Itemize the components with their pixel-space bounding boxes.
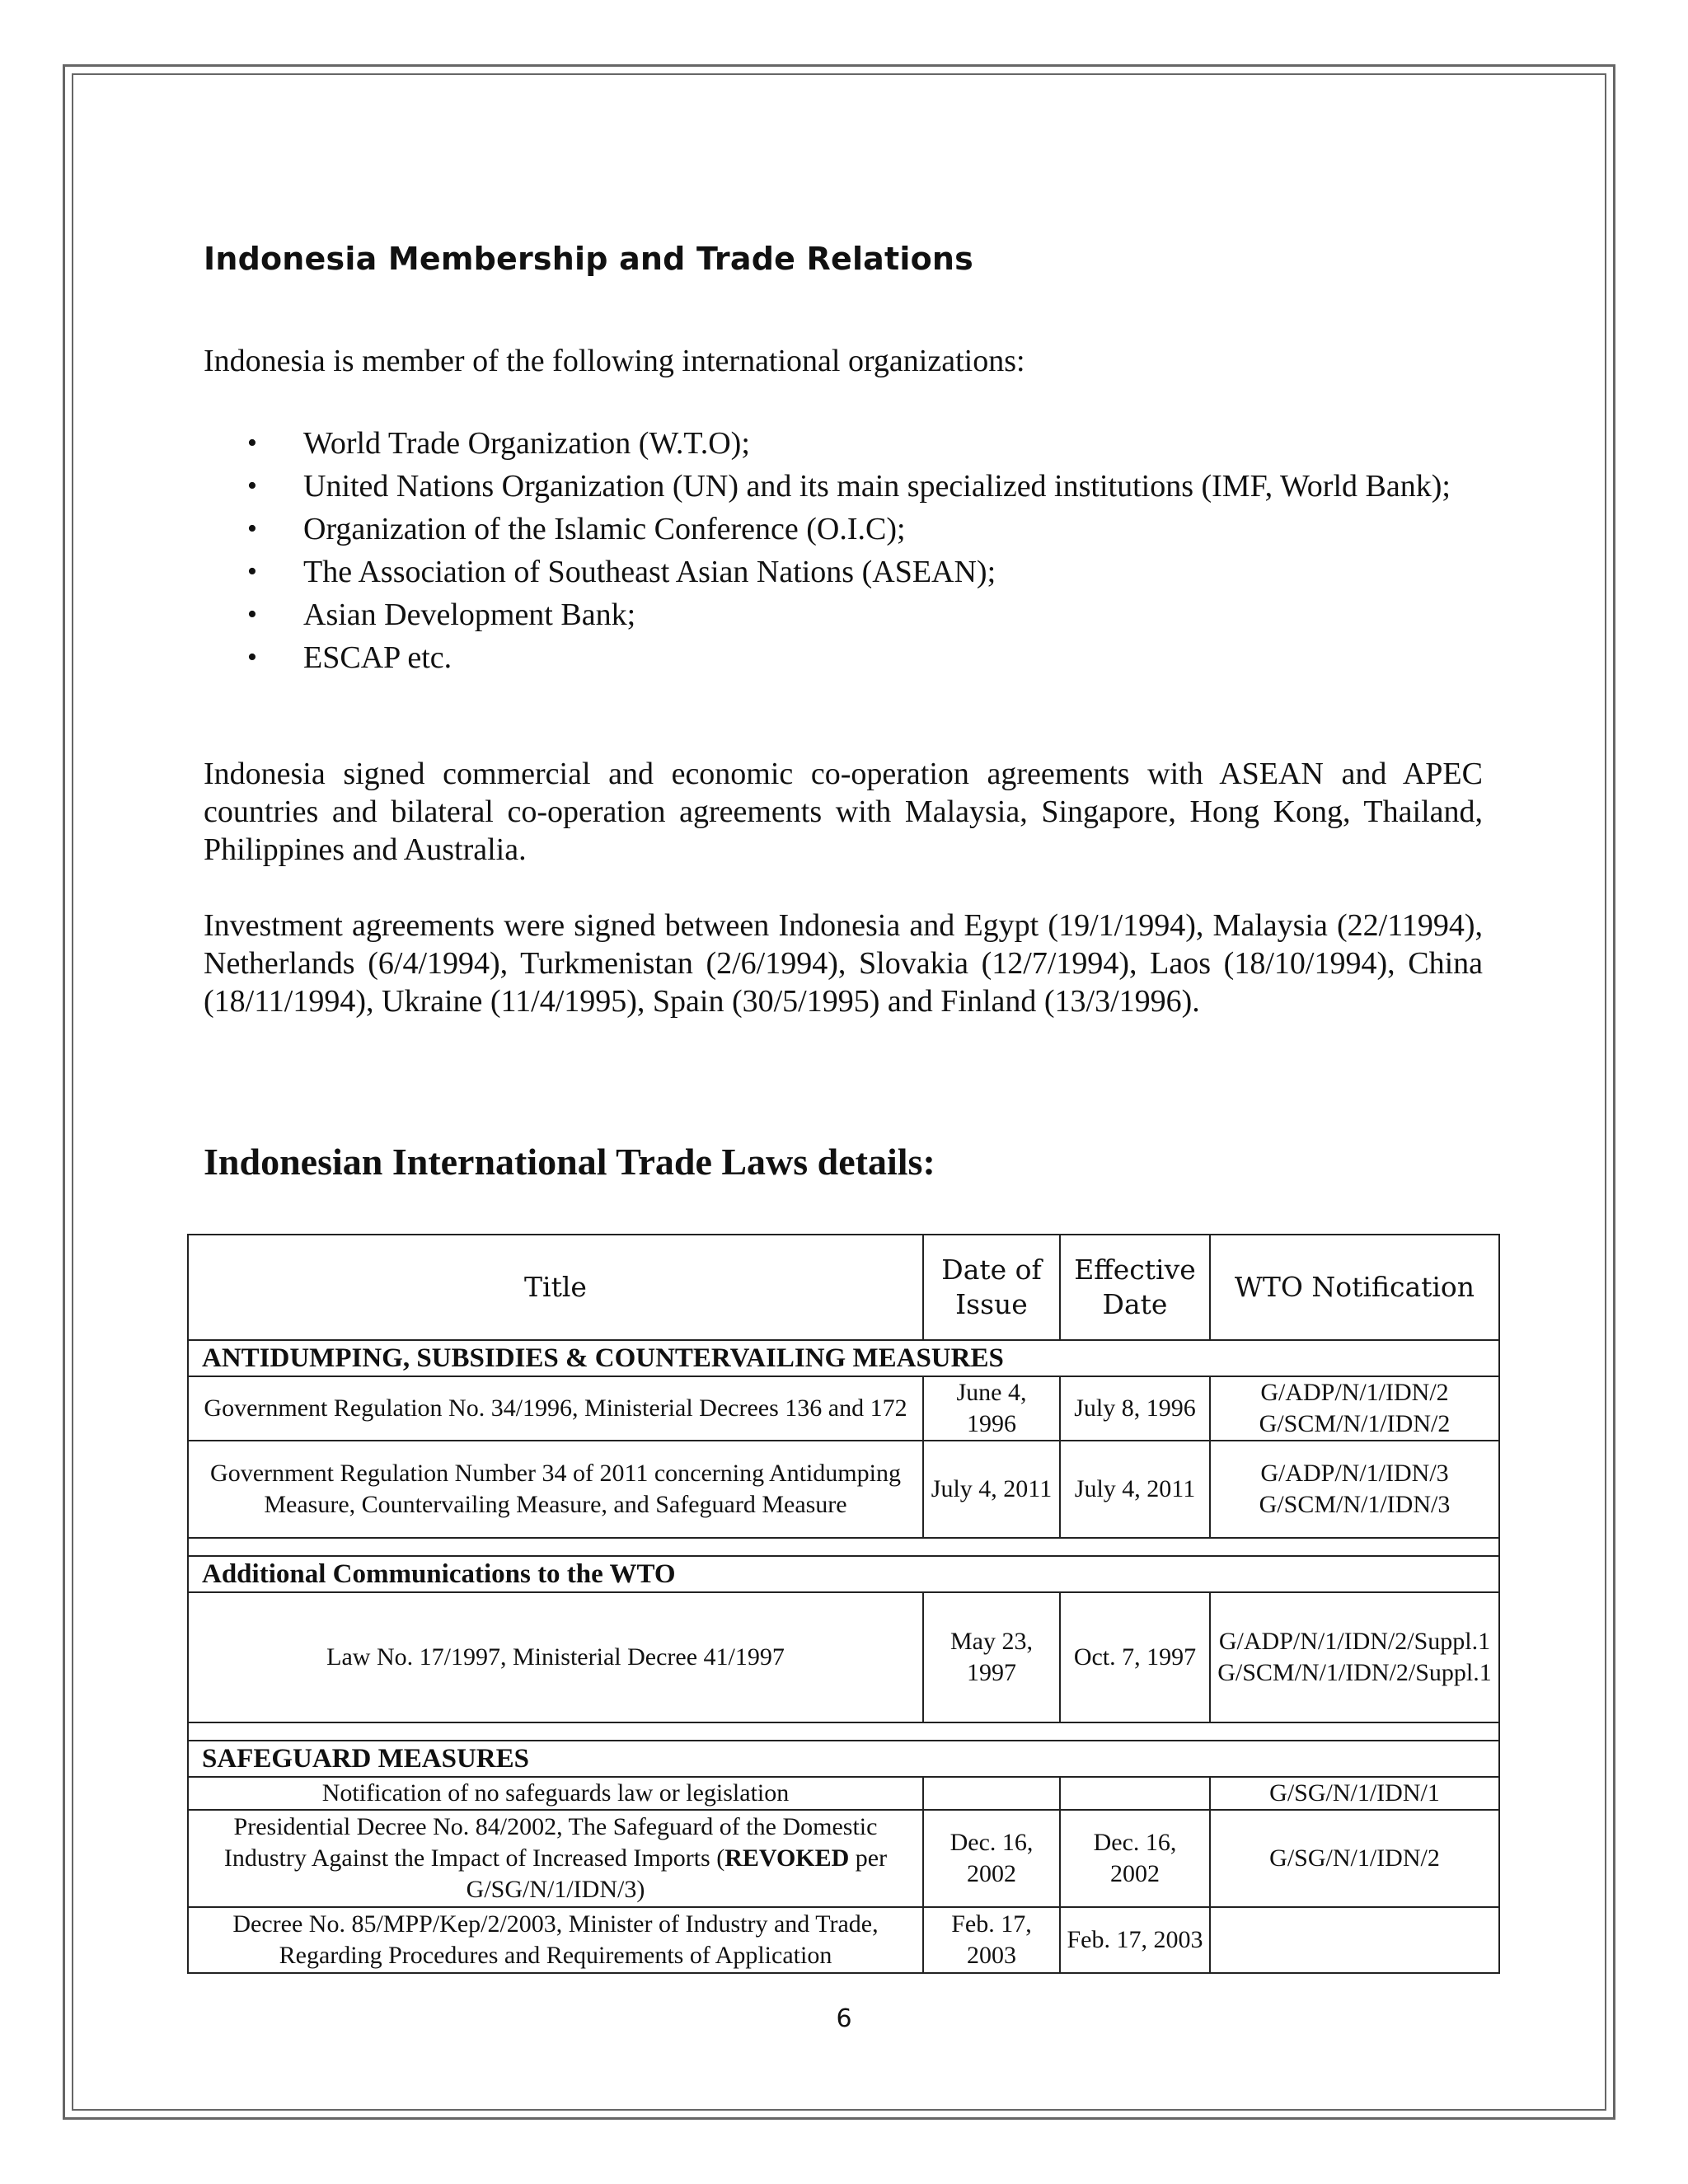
bullet-icon: •	[247, 471, 257, 501]
cell-effective-date: Dec. 16, 2002	[1060, 1810, 1210, 1907]
cell-title: Government Regulation Number 34 of 2011 concerning Antidumping Measure, Countervailing Measure, and Safeguard Measure	[188, 1441, 923, 1538]
section-heading: Indonesia Membership and Trade Relations	[204, 241, 973, 277]
section-row	[188, 1340, 1499, 1376]
intro-text: Indonesia is member of the following international organizations:	[204, 344, 1025, 378]
cell-issue-date	[923, 1777, 1060, 1810]
list-item: • United Nations Organization (UN) and its main specialized institutions (IMF, World Bank);	[247, 465, 1493, 508]
cell-title: Government Regulation No. 34/1996, Ministerial Decrees 136 and 172	[188, 1376, 923, 1441]
laws-heading: Indonesian International Trade Laws details:	[204, 1141, 935, 1183]
spacer-row	[188, 1538, 1499, 1556]
cell-wto	[1210, 1907, 1499, 1973]
header-effective-date: Effective Date	[1060, 1235, 1210, 1340]
list-item: • ESCAP etc.	[247, 636, 1493, 679]
table-row	[188, 1376, 1499, 1441]
cell-wto: G/ADP/N/1/IDN/2/Suppl.1 G/SCM/N/1/IDN/2/Suppl.1	[1210, 1592, 1499, 1722]
cell-title: Presidential Decree No. 84/2002, The Safeguard of the Domestic Industry Against the Impact of Increased Imports (REVOKED per G/SG/N/1/IDN/3)	[188, 1810, 923, 1907]
table-row	[188, 1777, 1499, 1810]
table-row	[188, 1441, 1499, 1538]
table-header-row	[188, 1235, 1499, 1340]
bullet-icon: •	[247, 642, 257, 673]
cell-effective-date: July 4, 2011	[1060, 1441, 1210, 1538]
cell-wto: G/ADP/N/1/IDN/3 G/SCM/N/1/IDN/3	[1210, 1441, 1499, 1538]
bullet-icon: •	[247, 428, 257, 458]
section-antidumping: ANTIDUMPING, SUBSIDIES & COUNTERVAILING MEASURES	[188, 1340, 1499, 1376]
cell-issue-date: Dec. 16, 2002	[923, 1810, 1060, 1907]
revoked-label: REVOKED	[724, 1844, 850, 1872]
list-item: • World Trade Organization (W.T.O);	[247, 422, 1493, 465]
header-title: Title	[188, 1235, 923, 1340]
list-item: • The Association of Southeast Asian Nations (ASEAN);	[247, 551, 1493, 593]
bullet-icon: •	[247, 599, 257, 630]
section-row	[188, 1741, 1499, 1777]
agreements-paragraph: Indonesia signed commercial and economic co-operation agreements with ASEAN and APEC countries and bilateral co-operation agreements with Malaysia, Singapore, Hong Kong, Thailand, Philippines and Australia.	[204, 757, 1483, 867]
cell-issue-date: May 23, 1997	[923, 1592, 1060, 1722]
list-item: • Asian Development Bank;	[247, 593, 1493, 636]
cell-wto: G/ADP/N/1/IDN/2 G/SCM/N/1/IDN/2	[1210, 1376, 1499, 1441]
trade-laws-table	[187, 1234, 1500, 1974]
table-row	[188, 1810, 1499, 1907]
cell-issue-date: June 4, 1996	[923, 1376, 1060, 1441]
table-row	[188, 1907, 1499, 1973]
cell-effective-date	[1060, 1777, 1210, 1810]
section-additional: Additional Communications to the WTO	[188, 1556, 1499, 1592]
spacer-row	[188, 1722, 1499, 1741]
cell-effective-date: Oct. 7, 1997	[1060, 1592, 1210, 1722]
list-item: • Organization of the Islamic Conference (O.I.C);	[247, 508, 1493, 551]
cell-wto: G/SG/N/1/IDN/2	[1210, 1810, 1499, 1907]
header-wto-notification: WTO Notification	[1210, 1235, 1499, 1340]
table-row	[188, 1592, 1499, 1722]
section-row	[188, 1556, 1499, 1592]
section-safeguard: SAFEGUARD MEASURES	[188, 1741, 1499, 1777]
cell-effective-date: July 8, 1996	[1060, 1376, 1210, 1441]
cell-effective-date: Feb. 17, 2003	[1060, 1907, 1210, 1973]
page-number: 6	[836, 2004, 852, 2033]
bullet-icon: •	[247, 513, 257, 544]
cell-title: Notification of no safeguards law or legislation	[188, 1777, 923, 1810]
header-date-of-issue: Date of Issue	[923, 1235, 1060, 1340]
cell-issue-date: Feb. 17, 2003	[923, 1907, 1060, 1973]
investment-paragraph: Investment agreements were signed between Indonesia and Egypt (19/1/1994), Malaysia (22/11994), Netherlands (6/4/1994), Turkmenistan (2/6/1994), Slovakia (12/7/1994), Laos (18/10/1994), China (18/11/1994), Ukraine (11/4/1995), Spain (30/5/1995) and Finland (13/3/1996).	[204, 908, 1483, 1019]
cell-wto: G/SG/N/1/IDN/1	[1210, 1777, 1499, 1810]
organization-list	[247, 422, 1493, 679]
cell-issue-date: July 4, 2011	[923, 1441, 1060, 1538]
cell-title: Decree No. 85/MPP/Kep/2/2003, Minister of Industry and Trade, Regarding Procedures and Requirements of Application	[188, 1907, 923, 1973]
bullet-icon: •	[247, 556, 257, 587]
cell-title: Law No. 17/1997, Ministerial Decree 41/1997	[188, 1592, 923, 1722]
